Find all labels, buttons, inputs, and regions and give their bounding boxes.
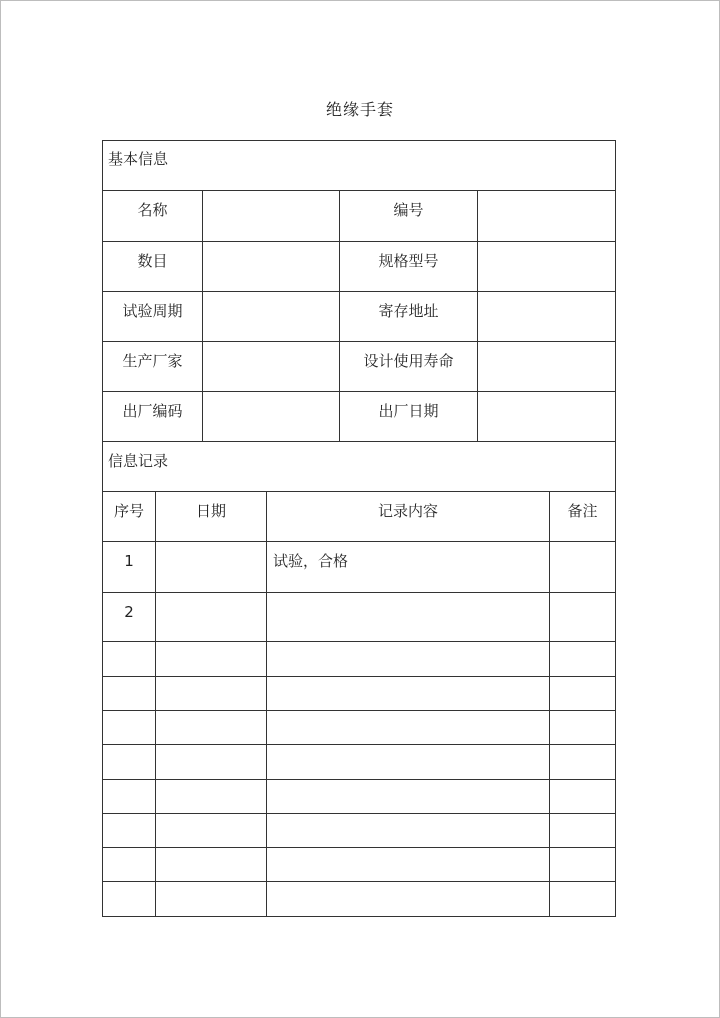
row-seq: 2: [124, 602, 134, 621]
column-header-date: 日期: [195, 502, 226, 520]
value-model[interactable]: [478, 242, 615, 291]
value-factory-code[interactable]: [203, 392, 339, 441]
column-header-note: 备注: [567, 502, 598, 520]
label-design-service-life: 设计使用寿命: [363, 352, 454, 370]
document-title: 绝缘手套: [325, 100, 394, 119]
value-name[interactable]: [203, 191, 339, 241]
label-serial-number: 编号: [393, 201, 424, 219]
value-storage-address[interactable]: [478, 292, 615, 341]
value-manufacturer[interactable]: [203, 342, 339, 391]
column-header-content: 记录内容: [377, 502, 438, 520]
label-quantity: 数目: [137, 252, 168, 270]
value-factory-date[interactable]: [478, 392, 615, 441]
row-note[interactable]: [550, 542, 615, 592]
value-test-cycle[interactable]: [203, 292, 339, 341]
label-test-cycle: 试验周期: [122, 302, 183, 320]
row-date[interactable]: [156, 593, 266, 641]
value-quantity[interactable]: [203, 242, 339, 291]
section-info-records: 信息记录: [108, 452, 169, 470]
row-seq: 1: [124, 551, 134, 570]
row-content[interactable]: 试验，合格: [273, 552, 349, 570]
value-design-service-life[interactable]: [478, 342, 615, 391]
section-basic-info: 基本信息: [108, 150, 169, 168]
label-model: 规格型号: [378, 252, 439, 270]
label-name: 名称: [137, 201, 168, 219]
label-manufacturer: 生产厂家: [122, 352, 183, 370]
row-note[interactable]: [550, 593, 615, 641]
label-factory-date: 出厂日期: [378, 402, 439, 420]
column-header-seq: 序号: [113, 502, 144, 520]
value-serial-number[interactable]: [478, 191, 615, 241]
row-date[interactable]: [156, 542, 266, 592]
label-storage-address: 寄存地址: [378, 302, 439, 320]
row-content[interactable]: [267, 593, 549, 641]
label-factory-code: 出厂编码: [122, 402, 183, 420]
